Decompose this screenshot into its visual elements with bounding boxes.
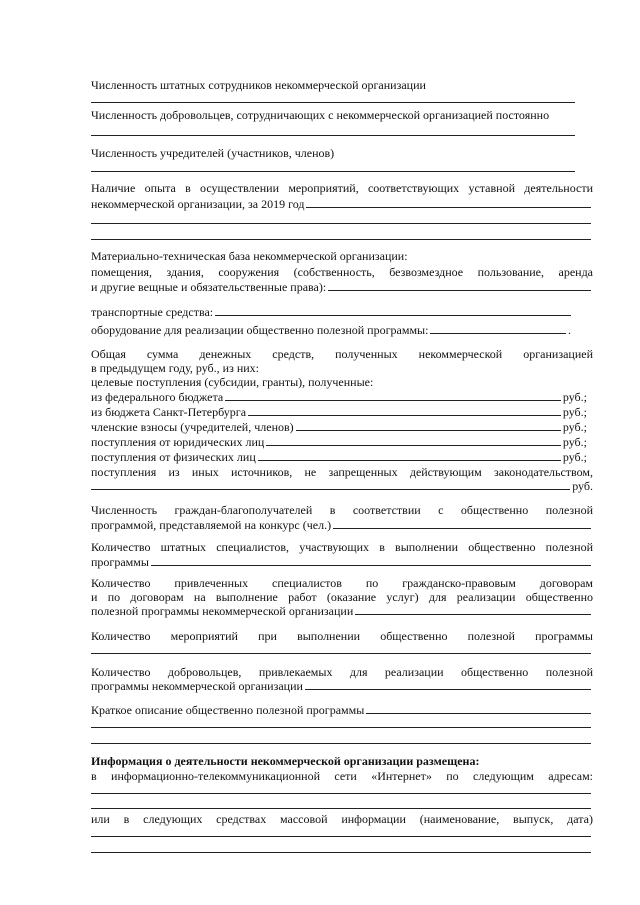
volunteers-program-label-2: программы некоммерческой организации [91,679,303,693]
transport-row [91,305,573,319]
experience-line-2[interactable] [91,223,591,224]
contractors-label-2: и по договорам на выполнение работ (оказание услуг) для реализации общественно [91,590,593,604]
description-label: Краткое описание общественно полезной программы [91,703,365,717]
staff-count-line[interactable] [91,102,575,103]
equipment-field[interactable] [430,323,566,334]
equipment-row: оборудование для реализации общественно полезной программы: . [91,323,571,337]
events-line[interactable] [91,653,591,654]
staff-specialists-row [91,555,593,569]
contractors-label: Количество привлеченных специалистов по гражданско-правовым договорам [91,576,593,590]
legal-entities-field[interactable] [266,435,561,446]
funds-label: Общая сумма денежных средств, полученных некоммерческой организацией [91,347,593,361]
volunteers-program-field[interactable] [305,679,591,690]
premises-row [91,280,593,294]
experience-field[interactable] [306,197,591,208]
spb-label: из бюджета Санкт-Петербурга [91,405,247,419]
description-field[interactable] [366,703,591,714]
rub-end-label: руб. [572,479,593,493]
targeted-label: целевые поступления (субсидии, гранты), полученные: [91,375,374,389]
material-base-label: Материально-техническая база некоммерческой организации: [91,249,408,263]
rub-label: руб.; [562,405,587,419]
beneficiaries-label-2: программой, представляемой на конкурс (чел.) [91,518,332,532]
contractors-row [91,604,593,618]
internet-line-2[interactable] [91,808,591,809]
media-label: или в следующих средствах массовой информации (наименование, выпуск, дата) [91,812,593,826]
info-heading: Информация о деятельности некоммерческой организации размещена: [91,754,480,768]
founders-count-label: Численность учредителей (участников, членов) [91,146,335,160]
volunteers-program-row [91,679,593,693]
individuals-label: поступления от физических лиц [91,450,256,464]
description-line-2[interactable] [91,727,591,728]
beneficiaries-label: Численность граждан-благополучателей в соответствии с общественно полезной [91,503,593,517]
member-fees-row [91,420,587,434]
premises-label-2: и другие вещные и обязательственные права): [91,280,327,294]
other-sources-label: поступления из иных источников, не запрещенных действующим законодательством, [91,465,593,479]
federal-label: из федерального бюджета [91,390,224,404]
staff-specialists-label: Количество штатных специалистов, участвующих в выполнении общественно полезной [91,540,593,554]
member-fees-field[interactable] [296,420,561,431]
description-row [91,703,593,717]
other-sources-field[interactable] [91,479,570,490]
premises-field[interactable] [328,280,591,291]
beneficiaries-row [91,518,593,532]
rub-label: руб.; [562,435,587,449]
events-label: Количество мероприятий при выполнении общественно полезной программы [91,629,593,643]
experience-label: Наличие опыта в осуществлении мероприятий, соответствующих уставной деятельности [91,181,593,195]
volunteers-permanent-line[interactable] [91,135,575,136]
beneficiaries-field[interactable] [333,518,591,529]
individuals-row [91,450,587,464]
staff-specialists-field[interactable] [151,555,591,566]
experience-row [91,197,593,211]
funds-label-2: в предыдущем году, руб., из них: [91,361,259,375]
equipment-label: оборудование для реализации общественно полезной программы: [91,323,429,337]
internet-label: в информационно-телекоммуникационной сети «Интернет» по следующим адресам: [91,769,593,783]
experience-line-3[interactable] [91,239,591,240]
founders-count-line[interactable] [91,171,575,172]
legal-entities-label: поступления от юридических лиц [91,435,265,449]
transport-label: транспортные средства: [91,305,214,319]
contractors-field[interactable] [355,604,591,615]
rub-label: руб.; [562,450,587,464]
legal-entities-row [91,435,587,449]
member-fees-label: членские взносы (учредителей, членов) [91,420,294,434]
staff-count-label: Численность штатных сотрудников некоммерческой организации [91,78,426,92]
other-sources-row [91,479,593,493]
federal-row [91,390,587,404]
federal-field[interactable] [225,390,561,401]
rub-label: руб.; [562,390,587,404]
volunteers-program-label: Количество добровольцев, привлекаемых для реализации общественно полезной [91,665,593,679]
experience-label-2: некоммерческой организации, за 2019 год [91,197,305,211]
spb-field[interactable] [248,405,561,416]
transport-field[interactable] [215,305,571,316]
media-line-2[interactable] [91,852,591,853]
individuals-field[interactable] [258,450,561,461]
staff-specialists-label-2: программы [91,555,149,569]
volunteers-permanent-label: Численность добровольцев, сотрудничающих с некоммерческой организацией постоянно [91,108,550,122]
rub-label: руб.; [562,420,587,434]
spb-row [91,405,587,419]
internet-line-1[interactable] [91,793,591,794]
description-line-3[interactable] [91,743,591,744]
contractors-label-3: полезной программы некоммерческой организации [91,604,354,618]
media-line-1[interactable] [91,836,591,837]
premises-label: помещения, здания, сооружения (собственность, безвозмездное пользование, аренда [91,265,593,279]
